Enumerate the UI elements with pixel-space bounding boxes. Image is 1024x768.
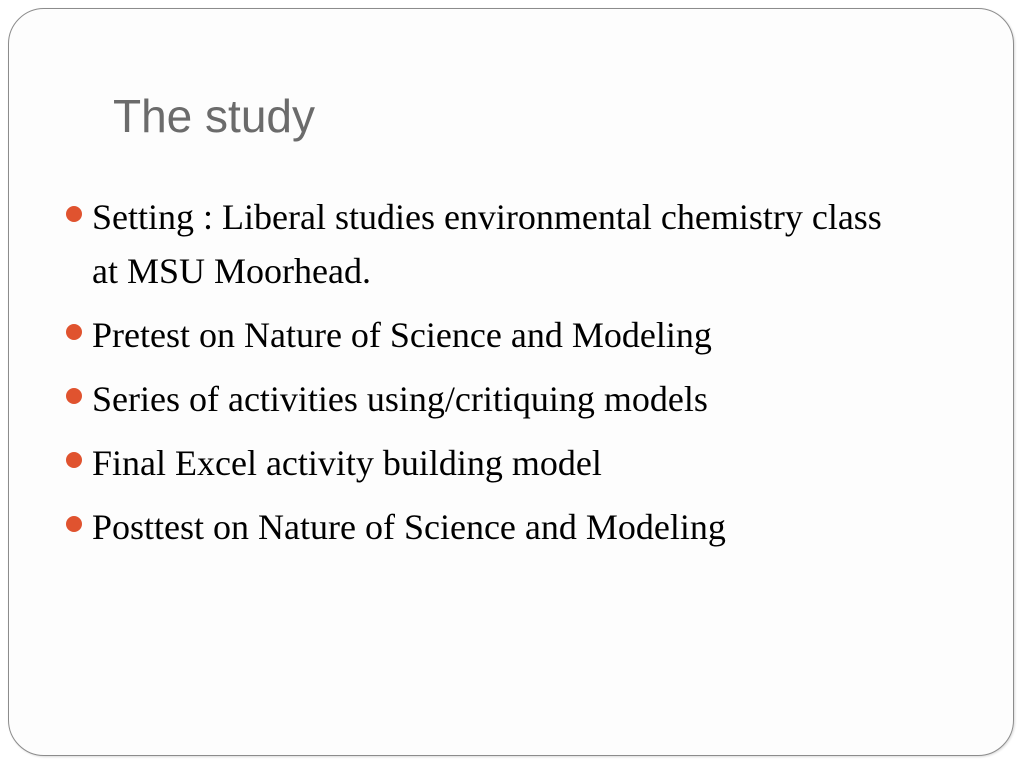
- bullet-dot-icon: [66, 324, 82, 340]
- bullet-text: Pretest on Nature of Science and Modeling: [92, 315, 712, 355]
- bullet-item-activities: [64, 372, 964, 426]
- bullet-item-setting: [64, 190, 912, 298]
- bullet-dot-icon: [66, 452, 82, 468]
- bullet-text: Setting : Liberal studies environmental chemistry class at MSU Moorhead.: [92, 197, 882, 291]
- bullet-dot-icon: [66, 516, 82, 532]
- bullet-dot-icon: [66, 388, 82, 404]
- bullet-item-pretest: [64, 308, 964, 362]
- bullet-item-posttest: [64, 500, 964, 554]
- bullet-item-final-excel: [64, 436, 964, 490]
- bullet-text: Series of activities using/critiquing models: [92, 379, 708, 419]
- bullet-text: Posttest on Nature of Science and Modeling: [92, 507, 726, 547]
- bullet-dot-icon: [66, 206, 82, 222]
- slide-title: The study: [113, 90, 315, 142]
- bullet-text: Final Excel activity building model: [92, 443, 602, 483]
- bullet-list: [64, 190, 964, 564]
